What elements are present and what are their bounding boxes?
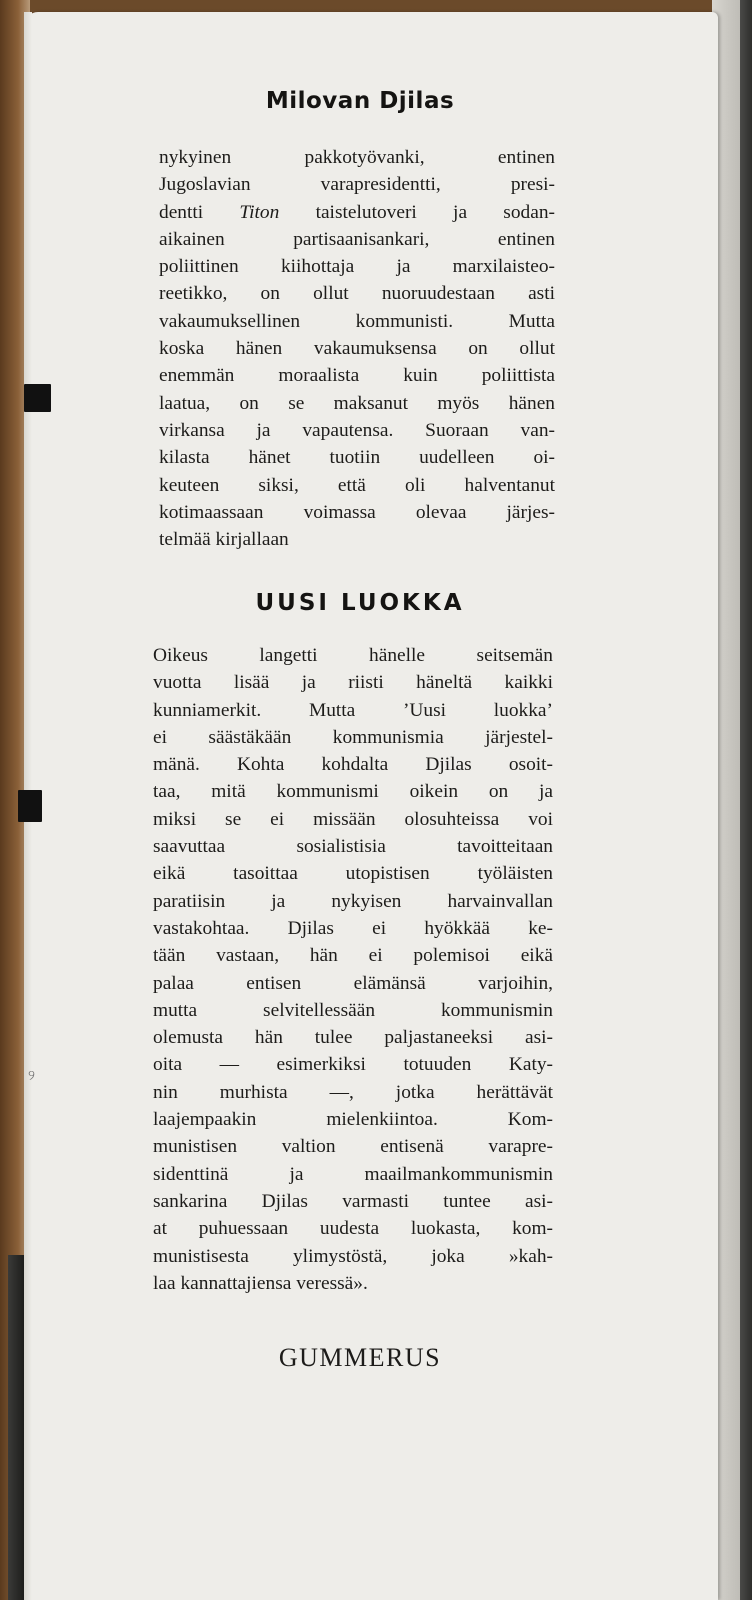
body-line: ei säästäkään kommunismia järjestel- — [153, 726, 553, 748]
background-shadow — [740, 0, 752, 1600]
body-line: laajempaakin mielenkiintoa. Kom- — [153, 1109, 553, 1131]
intro-line: kilasta hänet tuotiin uudelleen oi- — [159, 447, 555, 469]
body-line: olemusta hän tulee paljastaneeksi asi- — [153, 1027, 553, 1049]
intro-line: laatua, on se maksanut myös hänen — [159, 392, 555, 414]
body-line: oita — esimerkiksi totuuden Katy- — [153, 1054, 553, 1076]
tape-mark-2 — [18, 790, 42, 822]
body-line: mänä. Kohta kohdalta Djilas osoit- — [153, 754, 553, 776]
intro-line: enemmän moraalista kuin poliittista — [159, 365, 555, 387]
body-line: sidenttinä ja maailmankommunismin — [153, 1163, 553, 1185]
body-line: paratiisin ja nykyisen harvainvallan — [153, 890, 553, 912]
body-line: kunniamerkit. Mutta ’Uusi luokka’ — [153, 699, 553, 721]
body-paragraph — [153, 642, 553, 1297]
publisher-name: GUMMERUS — [278, 1343, 442, 1372]
body-line: saavuttaa sosialistisia tavoitteitaan — [153, 836, 553, 858]
intro-line: koska hänen vakaumuksensa on ollut — [159, 338, 555, 360]
body-line: sankarina Djilas varmasti tuntee asi- — [153, 1190, 553, 1212]
body-line: mutta selvitellessään kommunismin — [153, 999, 553, 1021]
body-line: vuotta lisää ja riisti häneltä kaikki — [153, 672, 553, 694]
intro-line: dentti Titon taistelutoveri ja sodan- — [159, 201, 555, 223]
intro-line: virkansa ja vapautensa. Suoraan van- — [159, 419, 555, 441]
intro-line: nykyinen pakkotyövanki, entinen — [159, 147, 555, 168]
intro-line: kotimaassaan voimassa olevaa järjes- — [159, 501, 555, 523]
body-line: at puhuessaan uudesta luokasta, kom- — [153, 1218, 553, 1240]
body-line: miksi se ei missään olosuhteissa voi — [153, 808, 553, 830]
body-line: tään vastaan, hän ei polemisoi eikä — [153, 945, 553, 967]
body-line: Oikeus langetti hänelle seitsemän — [153, 645, 553, 666]
intro-line: aikainen partisaanisankari, entinen — [159, 228, 555, 250]
body-line: taa, mitä kommunismi oikein on ja — [153, 781, 553, 803]
body-line: munistisesta ylimystöstä, joka »kah- — [153, 1245, 553, 1267]
intro-line: vakaumuksellinen kommunisti. Mutta — [159, 310, 555, 332]
intro-line: poliittinen kiihottaja ja marxilaisteo- — [159, 256, 555, 278]
intro-line: keuteen siksi, että oli halventanut — [159, 474, 555, 496]
body-line: palaa entisen elämänsä varjoihin, — [153, 972, 553, 994]
body-line: nin murhista —, jotka herättävät — [153, 1081, 553, 1103]
book-title-heading: UUSI LUOKKA — [255, 590, 465, 616]
body-line: laa kannattajiensa veressä». — [153, 1272, 368, 1294]
body-line: eikä tasoittaa utopistisen työläisten — [153, 863, 553, 885]
body-line: vastakohtaa. Djilas ei hyökkää ke- — [153, 917, 553, 939]
pencil-mark: ୨ — [28, 1068, 35, 1084]
intro-line: reetikko, on ollut nuoruudestaan asti — [159, 283, 555, 305]
intro-line: telmää kirjallaan — [159, 529, 289, 551]
author-heading: Milovan Djilas — [265, 88, 455, 114]
body-line: munistisen valtion entisenä varapre- — [153, 1136, 553, 1158]
intro-paragraph — [159, 144, 555, 553]
tape-mark-1 — [24, 384, 51, 412]
intro-line: Jugoslavian varapresidentti, presi- — [159, 174, 555, 196]
